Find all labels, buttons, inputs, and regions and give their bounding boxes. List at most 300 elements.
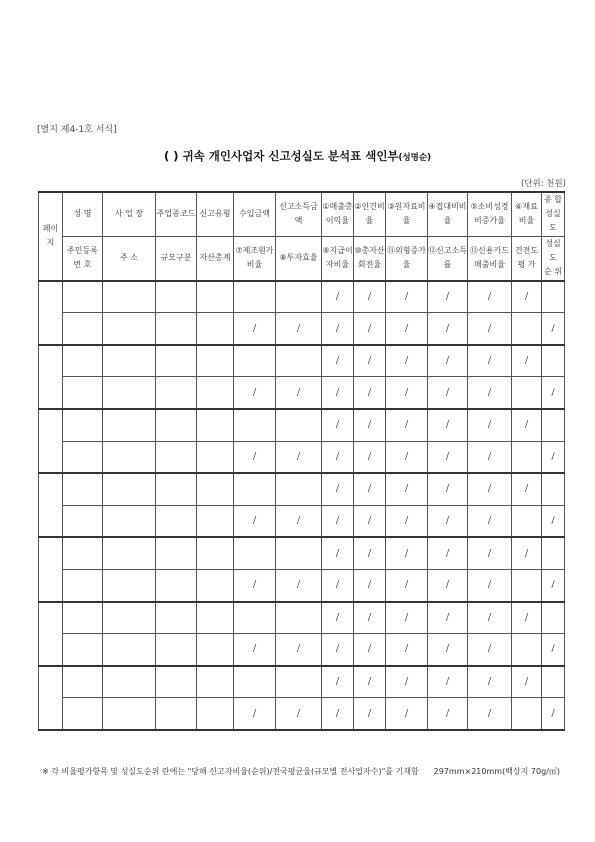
- slash-mark: /: [335, 643, 340, 655]
- table-cell[interactable]: [354, 602, 386, 634]
- table-cell[interactable]: [386, 473, 428, 505]
- table-row: [39, 602, 565, 634]
- table-cell[interactable]: [197, 313, 234, 345]
- table-cell[interactable]: [428, 345, 468, 377]
- table-cell[interactable]: [234, 602, 276, 634]
- table-cell[interactable]: [512, 602, 542, 634]
- table-cell[interactable]: [63, 666, 103, 698]
- slash-mark: /: [524, 547, 529, 559]
- table-cell[interactable]: [276, 313, 322, 345]
- header-cell-r2: 성실도 순 위: [542, 236, 565, 280]
- slash-mark: /: [487, 483, 492, 495]
- table-cell[interactable]: [276, 345, 322, 377]
- table-cell[interactable]: [156, 473, 197, 505]
- header-cell-r1: ②인건비율: [354, 192, 386, 236]
- table-cell[interactable]: [197, 505, 234, 537]
- table-cell[interactable]: [103, 473, 156, 505]
- header-cell-r1: 주업종코드: [156, 192, 197, 236]
- table-cell[interactable]: [542, 666, 565, 698]
- table-cell[interactable]: [234, 634, 276, 666]
- table-cell[interactable]: [234, 345, 276, 377]
- header-cell-r2: 규모구분: [156, 236, 197, 280]
- table-cell[interactable]: [322, 602, 354, 634]
- page-cell[interactable]: [39, 666, 63, 730]
- table-cell[interactable]: [234, 505, 276, 537]
- page-cell[interactable]: [39, 537, 63, 601]
- table-cell[interactable]: [322, 473, 354, 505]
- table-cell[interactable]: [234, 281, 276, 313]
- table-row: [39, 377, 565, 409]
- slash-mark: /: [335, 579, 340, 591]
- table-cell[interactable]: [234, 441, 276, 473]
- table-cell[interactable]: [354, 698, 386, 730]
- slash-mark: /: [551, 450, 555, 462]
- header-cell-r1: ⑤소비성경비증가율: [468, 192, 512, 236]
- table-cell[interactable]: [542, 473, 565, 505]
- table-cell[interactable]: [63, 473, 103, 505]
- slash-mark: /: [487, 579, 492, 591]
- table-cell[interactable]: [234, 537, 276, 569]
- slash-mark: /: [445, 611, 450, 623]
- table-cell[interactable]: [428, 569, 468, 601]
- header-page: 페이지: [39, 192, 63, 281]
- table-cell[interactable]: [512, 313, 542, 345]
- table-cell[interactable]: [156, 377, 197, 409]
- table-cell[interactable]: [468, 377, 512, 409]
- header-cell-r2: 주민등록 번 호: [63, 236, 103, 280]
- table-cell[interactable]: [428, 473, 468, 505]
- table-cell[interactable]: [512, 473, 542, 505]
- table-cell[interactable]: [276, 377, 322, 409]
- table-cell[interactable]: [542, 698, 565, 730]
- table-cell[interactable]: [542, 345, 565, 377]
- table-cell[interactable]: [276, 634, 322, 666]
- table-row: [39, 698, 565, 730]
- header-cell-r2: ⑫신고소득률: [428, 236, 468, 280]
- table-cell[interactable]: [276, 473, 322, 505]
- slash-mark: /: [445, 450, 450, 462]
- table-cell[interactable]: [386, 569, 428, 601]
- table-row: [39, 634, 565, 666]
- page-cell[interactable]: [39, 409, 63, 473]
- table-cell[interactable]: [542, 537, 565, 569]
- table-cell[interactable]: [542, 634, 565, 666]
- table-cell[interactable]: [542, 281, 565, 313]
- paper-spec: 297mm×210mm(백상지 70g/㎡): [433, 767, 560, 776]
- table-row: [39, 569, 565, 601]
- table-cell[interactable]: [386, 313, 428, 345]
- table-cell[interactable]: [386, 441, 428, 473]
- table-cell[interactable]: [428, 409, 468, 441]
- header-cell-r1: ⑥재료비율: [512, 192, 542, 236]
- table-cell[interactable]: [276, 409, 322, 441]
- table-cell[interactable]: [542, 377, 565, 409]
- slash-mark: /: [445, 386, 450, 398]
- slash-mark: /: [524, 419, 529, 431]
- table-cell[interactable]: [63, 345, 103, 377]
- table-cell[interactable]: [322, 666, 354, 698]
- slash-mark: /: [487, 707, 492, 719]
- table-cell[interactable]: [386, 634, 428, 666]
- table-cell[interactable]: [156, 409, 197, 441]
- slash-mark: /: [367, 515, 372, 527]
- table-cell[interactable]: [542, 409, 565, 441]
- table-cell[interactable]: [512, 377, 542, 409]
- header-cell-r1: ①매출총이익율: [322, 192, 354, 236]
- table-cell[interactable]: [468, 441, 512, 473]
- header-cell-r1: 성 명: [63, 192, 103, 236]
- slash-mark: /: [404, 579, 409, 591]
- table-cell[interactable]: [197, 666, 234, 698]
- slash-mark: /: [252, 515, 257, 527]
- slash-mark: /: [551, 322, 555, 334]
- table-cell[interactable]: [512, 441, 542, 473]
- header-cell-r2: ⑩총자산회전율: [354, 236, 386, 280]
- slash-mark: /: [367, 290, 372, 302]
- table-cell[interactable]: [156, 537, 197, 569]
- table-cell[interactable]: [542, 441, 565, 473]
- slash-mark: /: [445, 643, 450, 655]
- table-cell[interactable]: [354, 409, 386, 441]
- slash-mark: /: [404, 290, 409, 302]
- slash-mark: /: [252, 643, 257, 655]
- table-cell[interactable]: [386, 281, 428, 313]
- slash-mark: /: [445, 483, 450, 495]
- table-cell[interactable]: [386, 698, 428, 730]
- slash-mark: /: [524, 290, 529, 302]
- table-row: [39, 441, 565, 473]
- table-cell[interactable]: [468, 313, 512, 345]
- table-cell[interactable]: [428, 281, 468, 313]
- table-cell[interactable]: [197, 569, 234, 601]
- table-cell[interactable]: [512, 505, 542, 537]
- page-cell[interactable]: [39, 345, 63, 409]
- table-cell[interactable]: [197, 634, 234, 666]
- table-cell[interactable]: [103, 377, 156, 409]
- table-cell[interactable]: [63, 602, 103, 634]
- slash-mark: /: [487, 386, 492, 398]
- slash-mark: /: [296, 322, 301, 334]
- slash-mark: /: [404, 611, 409, 623]
- slash-mark: /: [335, 290, 340, 302]
- table-cell[interactable]: [276, 569, 322, 601]
- slash-mark: /: [335, 707, 340, 719]
- slash-mark: /: [296, 386, 301, 398]
- table-cell[interactable]: [322, 698, 354, 730]
- table-cell[interactable]: [468, 698, 512, 730]
- table-cell[interactable]: [354, 634, 386, 666]
- table-cell[interactable]: [276, 281, 322, 313]
- table-cell[interactable]: [542, 505, 565, 537]
- slash-mark: /: [551, 515, 555, 527]
- table-cell[interactable]: [63, 441, 103, 473]
- table-cell[interactable]: [322, 634, 354, 666]
- table-cell[interactable]: [276, 666, 322, 698]
- slash-mark: /: [252, 450, 257, 462]
- slash-mark: /: [296, 450, 301, 462]
- table-cell[interactable]: [197, 377, 234, 409]
- table-cell[interactable]: [234, 409, 276, 441]
- slash-mark: /: [252, 322, 257, 334]
- table-cell[interactable]: [197, 281, 234, 313]
- table-cell[interactable]: [63, 634, 103, 666]
- table-row: [39, 409, 565, 441]
- table-cell[interactable]: [63, 569, 103, 601]
- header-cell-r2: 자산총계: [197, 236, 234, 280]
- slash-mark: /: [367, 707, 372, 719]
- table-cell[interactable]: [512, 537, 542, 569]
- table-cell[interactable]: [234, 569, 276, 601]
- table-cell[interactable]: [234, 698, 276, 730]
- slash-mark: /: [367, 611, 372, 623]
- table-cell[interactable]: [354, 505, 386, 537]
- table-cell[interactable]: [354, 537, 386, 569]
- table-cell[interactable]: [103, 569, 156, 601]
- table-cell[interactable]: [63, 313, 103, 345]
- table-cell[interactable]: [386, 505, 428, 537]
- table-cell[interactable]: [428, 634, 468, 666]
- table-cell[interactable]: [103, 634, 156, 666]
- slash-mark: /: [404, 707, 409, 719]
- table-cell[interactable]: [386, 666, 428, 698]
- table-cell[interactable]: [512, 634, 542, 666]
- slash-mark: /: [335, 450, 340, 462]
- slash-mark: /: [335, 419, 340, 431]
- slash-mark: /: [551, 579, 555, 591]
- header-cell-r1: 신고유형: [197, 192, 234, 236]
- table-cell[interactable]: [197, 537, 234, 569]
- table-cell[interactable]: [354, 377, 386, 409]
- table-cell[interactable]: [234, 473, 276, 505]
- table-cell[interactable]: [512, 569, 542, 601]
- table-cell[interactable]: [63, 505, 103, 537]
- table-cell[interactable]: [276, 602, 322, 634]
- table-cell[interactable]: [276, 441, 322, 473]
- slash-mark: /: [487, 322, 492, 334]
- table-cell[interactable]: [468, 634, 512, 666]
- table-cell[interactable]: [428, 313, 468, 345]
- table-cell[interactable]: [354, 569, 386, 601]
- slash-mark: /: [404, 547, 409, 559]
- table-cell[interactable]: [234, 666, 276, 698]
- table-cell[interactable]: [234, 313, 276, 345]
- header-cell-r2: ⑬신용카드매출비율: [468, 236, 512, 280]
- page-cell[interactable]: [39, 473, 63, 537]
- table-cell[interactable]: [386, 377, 428, 409]
- slash-mark: /: [404, 419, 409, 431]
- slash-mark: /: [487, 643, 492, 655]
- table-cell[interactable]: [197, 602, 234, 634]
- slash-mark: /: [335, 547, 340, 559]
- slash-mark: /: [445, 419, 450, 431]
- table-cell[interactable]: [103, 345, 156, 377]
- table-cell[interactable]: [197, 473, 234, 505]
- slash-mark: /: [487, 676, 492, 688]
- table-cell[interactable]: [322, 505, 354, 537]
- page-cell[interactable]: [39, 281, 63, 345]
- table-cell[interactable]: [276, 698, 322, 730]
- table-cell[interactable]: [428, 666, 468, 698]
- table-cell[interactable]: [386, 537, 428, 569]
- table-cell[interactable]: [322, 537, 354, 569]
- table-cell[interactable]: [103, 313, 156, 345]
- slash-mark: /: [445, 290, 450, 302]
- title-main: ( ) 귀속 개인사업자 신고성실도 분석표 색인부: [164, 149, 399, 163]
- table-cell[interactable]: [156, 345, 197, 377]
- index-ledger-table: [38, 191, 565, 731]
- header-cell-r2: ⑨지급이자비율: [322, 236, 354, 280]
- table-cell[interactable]: [156, 441, 197, 473]
- table-cell[interactable]: [63, 281, 103, 313]
- table-cell[interactable]: [468, 345, 512, 377]
- slash-mark: /: [296, 579, 301, 591]
- page-cell[interactable]: [39, 602, 63, 666]
- table-cell[interactable]: [428, 698, 468, 730]
- table-cell[interactable]: [322, 281, 354, 313]
- slash-mark: /: [252, 707, 257, 719]
- table-cell[interactable]: [322, 569, 354, 601]
- table-cell[interactable]: [468, 505, 512, 537]
- slash-mark: /: [367, 450, 372, 462]
- table-row: [39, 473, 565, 505]
- form-label: [별지 제4-1호 서식]: [37, 125, 117, 135]
- table-cell[interactable]: [542, 602, 565, 634]
- table-cell[interactable]: [468, 602, 512, 634]
- table-cell[interactable]: [468, 281, 512, 313]
- table-cell[interactable]: [156, 666, 197, 698]
- table-cell[interactable]: [428, 505, 468, 537]
- table-cell[interactable]: [156, 602, 197, 634]
- table-cell[interactable]: [354, 281, 386, 313]
- table-cell[interactable]: [197, 409, 234, 441]
- slash-mark: /: [404, 643, 409, 655]
- table-cell[interactable]: [103, 505, 156, 537]
- table-cell[interactable]: [354, 345, 386, 377]
- slash-mark: /: [551, 386, 555, 398]
- slash-mark: /: [367, 355, 372, 367]
- table-cell[interactable]: [197, 698, 234, 730]
- slash-mark: /: [487, 515, 492, 527]
- slash-mark: /: [335, 322, 340, 334]
- table-cell[interactable]: [512, 281, 542, 313]
- table-cell[interactable]: [322, 377, 354, 409]
- table-row: [39, 537, 565, 569]
- table-cell[interactable]: [103, 441, 156, 473]
- slash-mark: /: [335, 676, 340, 688]
- slash-mark: /: [404, 386, 409, 398]
- table-cell[interactable]: [156, 505, 197, 537]
- header-cell-r2: ⑦제조원가비율: [234, 236, 276, 280]
- table-cell[interactable]: [156, 569, 197, 601]
- table-cell[interactable]: [63, 409, 103, 441]
- slash-mark: /: [252, 579, 257, 591]
- table-cell[interactable]: [103, 537, 156, 569]
- slash-mark: /: [445, 355, 450, 367]
- table-cell[interactable]: [354, 666, 386, 698]
- table-cell[interactable]: [197, 441, 234, 473]
- slash-mark: /: [445, 322, 450, 334]
- table-cell[interactable]: [386, 602, 428, 634]
- slash-mark: /: [367, 579, 372, 591]
- table-cell[interactable]: [428, 602, 468, 634]
- header-cell-r2: 주 소: [103, 236, 156, 280]
- table-cell[interactable]: [386, 409, 428, 441]
- table-cell[interactable]: [322, 409, 354, 441]
- table-cell[interactable]: [354, 441, 386, 473]
- slash-mark: /: [524, 483, 529, 495]
- unit-label: (단위: 천원): [520, 179, 566, 189]
- slash-mark: /: [335, 611, 340, 623]
- table-cell[interactable]: [354, 313, 386, 345]
- slash-mark: /: [404, 355, 409, 367]
- slash-mark: /: [524, 611, 529, 623]
- table-cell[interactable]: [512, 666, 542, 698]
- slash-mark: /: [367, 386, 372, 398]
- table-cell[interactable]: [386, 345, 428, 377]
- slash-mark: /: [404, 322, 409, 334]
- slash-mark: /: [445, 707, 450, 719]
- slash-mark: /: [367, 419, 372, 431]
- slash-mark: /: [367, 322, 372, 334]
- table-cell[interactable]: [512, 698, 542, 730]
- table-cell[interactable]: [103, 666, 156, 698]
- table-cell[interactable]: [428, 441, 468, 473]
- table-cell[interactable]: [542, 313, 565, 345]
- table-cell[interactable]: [234, 377, 276, 409]
- table-cell[interactable]: [63, 537, 103, 569]
- table-cell[interactable]: [428, 537, 468, 569]
- title-suffix: (성명순): [398, 153, 431, 163]
- table-cell[interactable]: [512, 345, 542, 377]
- slash-mark: /: [487, 290, 492, 302]
- table-cell[interactable]: [156, 698, 197, 730]
- table-cell[interactable]: [197, 345, 234, 377]
- table-cell[interactable]: [63, 377, 103, 409]
- slash-mark: /: [404, 483, 409, 495]
- table-cell[interactable]: [468, 537, 512, 569]
- table-cell[interactable]: [322, 345, 354, 377]
- table-cell[interactable]: [63, 698, 103, 730]
- slash-mark: /: [445, 515, 450, 527]
- table-cell[interactable]: [156, 281, 197, 313]
- table-cell[interactable]: [428, 377, 468, 409]
- page-title: [0, 148, 595, 164]
- table-cell[interactable]: [276, 537, 322, 569]
- header-cell-r2: 건전도 평 가: [512, 236, 542, 280]
- table-cell[interactable]: [103, 698, 156, 730]
- header-row-1: [39, 192, 565, 236]
- table-cell[interactable]: [276, 505, 322, 537]
- table-cell[interactable]: [322, 441, 354, 473]
- table-cell[interactable]: [156, 634, 197, 666]
- table-cell[interactable]: [103, 409, 156, 441]
- table-cell[interactable]: [512, 409, 542, 441]
- table-row: [39, 345, 565, 377]
- slash-mark: /: [296, 707, 301, 719]
- table-cell[interactable]: [542, 569, 565, 601]
- table-cell[interactable]: [468, 409, 512, 441]
- table-cell[interactable]: [322, 313, 354, 345]
- table-cell[interactable]: [354, 473, 386, 505]
- table-cell[interactable]: [468, 666, 512, 698]
- table-cell[interactable]: [468, 473, 512, 505]
- table-cell[interactable]: [103, 602, 156, 634]
- slash-mark: /: [404, 515, 409, 527]
- table-cell[interactable]: [468, 569, 512, 601]
- table-cell[interactable]: [156, 313, 197, 345]
- table-cell[interactable]: [103, 281, 156, 313]
- slash-mark: /: [335, 386, 340, 398]
